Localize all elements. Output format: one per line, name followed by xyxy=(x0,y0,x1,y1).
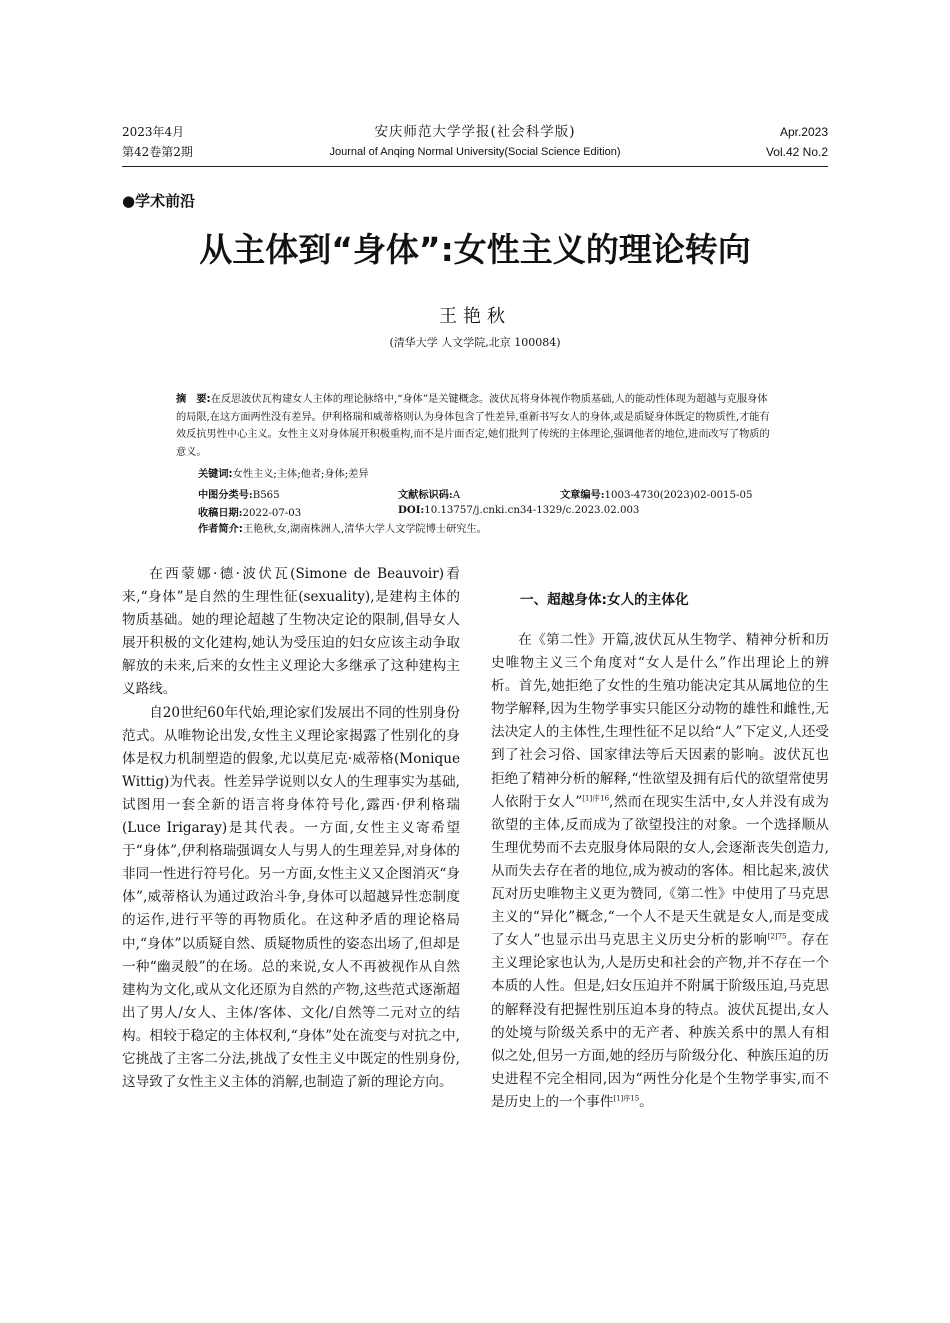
text-run: 。 xyxy=(639,1093,653,1110)
received-value: 2022-07-03 xyxy=(242,508,302,519)
citation: [2]75 xyxy=(767,932,787,941)
received-label: 收稿日期: xyxy=(198,507,243,519)
text-run: 。存在主义理论家也认为,人是历史和社会的产物,并不存在一个本质的人性。但是,妇女压迫并不附属于阶级压迫,马克思的解释没有把握性别压迫本身的特点。波伏瓦提出,女人的处境与阶级关系中的无产者、种族关系中的黑人有相似之处,但另一方面,她的经历与阶级分化、种族压迫的历史进程不完全相同,因为“两性分化是个生物学事实,而不是历史上的一个事件 xyxy=(491,932,829,1110)
text-run: 在《第二性》开篇,波伏瓦从生物学、精神分析和历史唯物主义三个角度对“女人是什么”作出理论上的辨析。首先,她拒绝了女性的生殖功能决定其从属地位的生物学解释,因为生物学事实只能区分动物的雄性和雌性,无法决定人的主体性,生理性征不足以给“人”下定义,人还受到了社会习俗、国家律法等后天因素的影响。波伏瓦也拒绝了精神分析的解释,“性欲望及拥有后代的欲望常使男人依附于女人” xyxy=(491,632,829,810)
clc-value: B565 xyxy=(252,490,280,501)
article-number-value: 1003-4730(2023)02-0015-05 xyxy=(604,490,753,501)
doc-code xyxy=(398,486,460,501)
date-doi-row xyxy=(198,504,778,521)
doc-code-label: 文献标识码: xyxy=(398,489,453,501)
doi-value: 10.13757/j.cnki.cn34-1329/c.2023.02.003 xyxy=(424,505,640,516)
paragraph: 自20世纪60年代始,理论家们发展出不同的性别身份范式。从唯物论出发,女性主义理论家揭露了性别化的身体是权力机制塑造的假象,尤以莫尼克·威蒂格(Monique Wittig)为代表。性差异学说则以女人的生理事实为基础,试图用一套全新的语言将身体符号化,露西·伊利格瑞(Luce Irigaray)是其代表。一方面,女性主义寄希望于“身体”,伊利格瑞强调女人与男人的生理差异,对身体的非同一性进行符号化。另一方面,女性主义又企图消灭“身体”,威蒂格认为通过政治斗争,身体可以超越异性恋制度的运作,进行平等的再物质化。在这种矛盾的理论格局中,“身体”以质疑自然、质疑物质性的姿态出场了,但却是一种“幽灵般”的在场。总的来说,女人不再被视作从自然建构为文化,或从文化还原为自然的产物,这些范式逐渐超出了男人/女人、主体/客体、文化/自然等二元对立的结构。相较于稳定的主体权利,“身体”处在流变与对抗之中,它挑战了主客二分法,挑战了女性主义中既定的性别身份,这导致了女性主义主体的消解,也制造了新的理论方向。 xyxy=(122,704,460,1091)
header-volume-en: Vol.42 No.2 xyxy=(765,145,828,159)
keywords xyxy=(198,466,778,484)
article-number-label: 文章编号: xyxy=(560,489,605,501)
header-journal xyxy=(250,122,700,162)
journal-name-en: Journal of Anqing Normal University(Social Science Edition) xyxy=(329,146,621,158)
author-affiliation: (清华大学 人文学院,北京 100084) xyxy=(389,336,561,349)
clc-label: 中图分类号: xyxy=(198,489,253,501)
header-volume-cn: 第42卷第2期 xyxy=(122,145,193,159)
citation: [1]序15 xyxy=(613,1094,640,1103)
bio-text: 王艳秋,女,湖南株洲人,清华大学人文学院博士研究生。 xyxy=(242,524,487,535)
abstract-text: 在反思波伏瓦构建女人主体的理论脉络中,“身体”是关键概念。波伏瓦将身体视作物质基础,人的能动性体现为超越与克服身体的局限,在这方面两性没有差异。伊利格瑞和威蒂格则认为身体包含了性差异,重新书写女人的身体,或是质疑身体既定的物质性,才能有效反抗男性中心主义。女性主义对身体展开积极重构,而不是片面否定,她们批判了传统的主体理论,强调他者的地位,进而改写了物质的意义。 xyxy=(176,394,770,458)
paragraph xyxy=(491,629,829,1114)
header-date-en: Apr.2023 xyxy=(779,125,828,139)
header-date-cn: 2023年4月 xyxy=(122,125,185,139)
left-column xyxy=(122,563,460,1094)
keywords-text: 女性主义;主体;他者;身体;差异 xyxy=(232,469,369,480)
author-bio xyxy=(198,521,778,539)
header-left xyxy=(122,122,193,162)
paragraph: 在西蒙娜·德·波伏瓦(Simone de Beauvoir)看来,“身体”是自然的生理性征(sexuality),是建构主体的物质基础。她的理论超越了生物决定论的限制,倡导女人展开积极的文化建构,她认为受压迫的妇女应该主动争取解放的未来,后来的女性主义理论大多继承了这种建构主义路线。 xyxy=(122,566,460,698)
right-column xyxy=(491,629,829,1114)
abstract-label: 摘 要: xyxy=(176,394,211,405)
bio-label: 作者简介: xyxy=(198,524,243,535)
article-number xyxy=(560,486,752,501)
text-run: ,然而在现实生活中,女人并没有成为欲望的主体,反而成为了欲望投注的对象。一个选择顺从生理优势而不去克服身体局限的女人,会逐渐丧失创造力,从而失去存在者的地位,成为被动的客体。相比起来,波伏瓦对历史唯物主义更为赞同,《第二性》中使用了马克思主义的“异化”概念,“一个人不是天生就是女人,而是变成了女人”也显示出马克思主义历史分析的影响 xyxy=(491,793,829,949)
citation: [1]序16 xyxy=(582,794,610,803)
column-tag: ●学术前沿 xyxy=(122,192,196,210)
journal-name-cn: 安庆师范大学学报(社会科学版) xyxy=(374,124,576,140)
doi xyxy=(398,504,639,516)
received-date xyxy=(198,504,301,519)
article-title: 从主体到“身体”:女性主义的理论转向 xyxy=(199,230,751,269)
section-heading: 一、超越身体:女人的主体化 xyxy=(520,592,689,608)
doi-label: DOI: xyxy=(398,504,425,516)
author-name: 王艳秋 xyxy=(439,306,511,327)
abstract xyxy=(176,391,776,461)
clc-code xyxy=(198,486,280,501)
header-right xyxy=(766,122,828,162)
header-rule xyxy=(122,166,828,167)
classification-row xyxy=(198,486,778,503)
doc-code-value: A xyxy=(452,490,461,501)
keywords-label: 关键词: xyxy=(198,469,233,480)
